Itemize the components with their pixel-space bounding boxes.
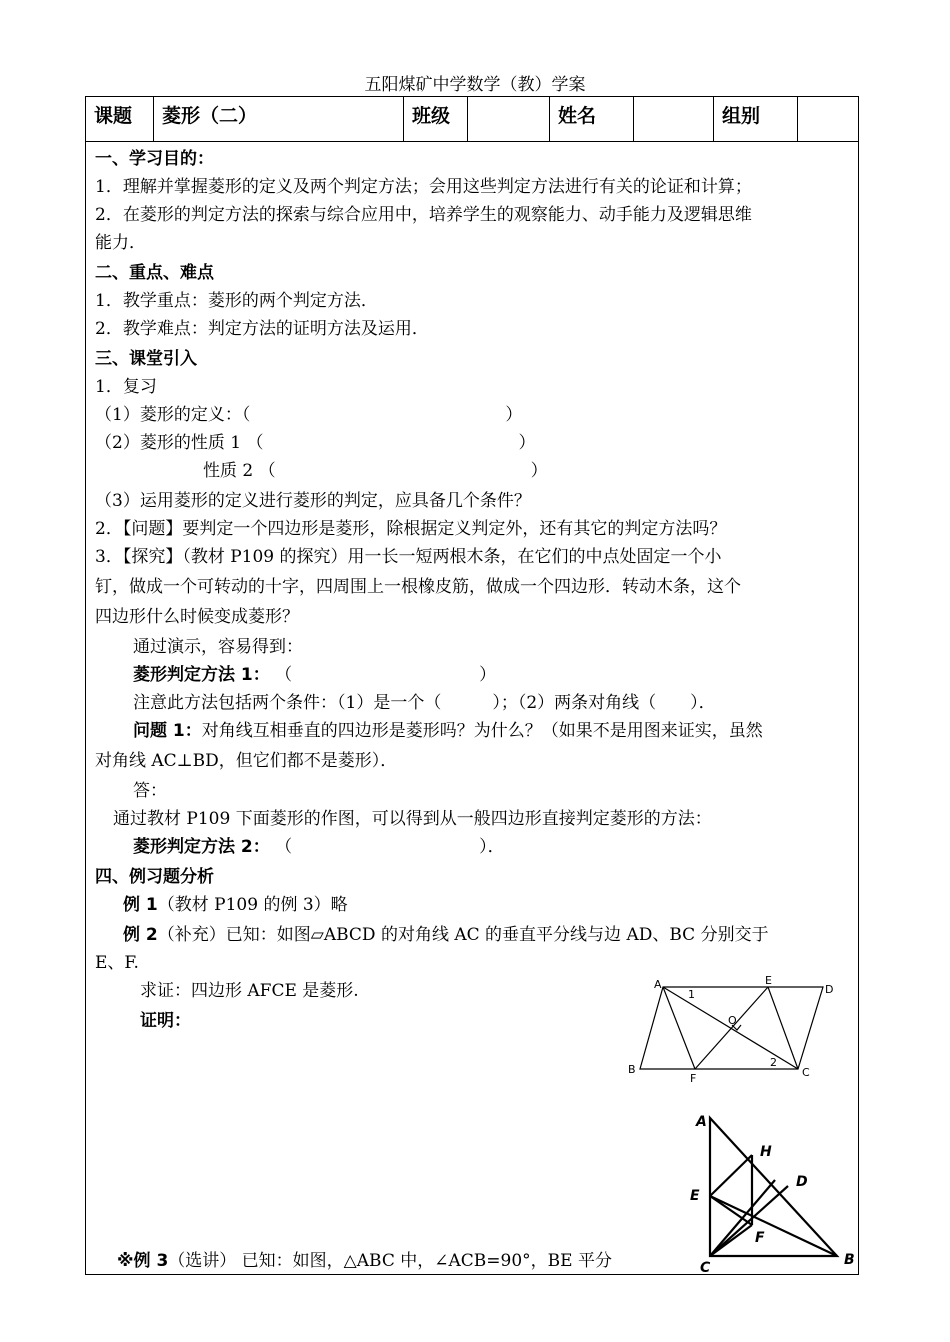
question1-text: 对角线互相垂直的四边形是菱形吗？为什么？（如果不是用图来证实，虽然 <box>201 721 763 741</box>
review-q2b: 性质 2 （ ） <box>203 461 548 481</box>
note-line: 注意此方法包括两个条件：（1）是一个（ ）；（2）两条对角线（ ）． <box>133 693 716 713</box>
ex1-text: （教材 P109 的例 3）略 <box>157 895 348 915</box>
diagonal-ac <box>663 987 798 1069</box>
explore-line-b: 钉，做成一个可转动的十字，四周围上一根橡皮筋，做成一个四边形．转动木条，这个 <box>95 577 741 597</box>
section2-heading: 二、重点、难点 <box>95 263 214 283</box>
demo-line: 通过演示，容易得到： <box>133 637 303 657</box>
method1-line <box>133 661 496 689</box>
review-q3: （3）运用菱形的定义进行菱形的判定，应具备几个条件？ <box>95 491 531 511</box>
proof-label: 证明： <box>140 1011 191 1031</box>
parallelogram-figure <box>620 972 850 1087</box>
group-field[interactable] <box>798 97 858 141</box>
fig1-label: 1 <box>688 988 695 1001</box>
segment-cd <box>710 1186 788 1256</box>
review-q2: （2）菱形的性质 1 （ ） <box>95 433 536 453</box>
fig1-label: E <box>765 974 772 987</box>
explore-line-a: 3．【探究】（教材 P109 的探究）用一长一短两根木条，在它们的中点处固定一个小 <box>95 547 722 567</box>
textbook-line: 通过教材 P109 下面菱形的作图，可以得到从一般四边形直接判定菱形的方法： <box>113 809 712 829</box>
group-label: 组别 <box>714 97 798 141</box>
name-label: 姓名 <box>550 97 634 141</box>
ex1-label: 例 1 <box>123 895 158 915</box>
segment-ef <box>710 1196 752 1225</box>
explore-line-c: 四边形什么时候变成菱形？ <box>95 607 299 627</box>
ex1-line <box>123 891 348 919</box>
fig1-label: F <box>690 1072 697 1085</box>
class-field[interactable] <box>468 97 550 141</box>
fig2-label: A <box>696 1114 707 1130</box>
fig1-label: A <box>654 978 662 991</box>
review-q1: （1）菱形的定义：（ ） <box>95 405 523 425</box>
prove-line: 求证：四边形 AFCE 是菱形. <box>140 981 359 1001</box>
fig1-label: D <box>825 983 834 996</box>
ex2-line <box>123 921 769 949</box>
header-table <box>85 96 859 142</box>
section1-heading: 一、学习目的： <box>95 149 214 169</box>
fig2-label: D <box>796 1174 808 1190</box>
topic-label: 课题 <box>86 97 154 141</box>
triangle-figure <box>680 1110 860 1275</box>
review-label: 1．复习 <box>95 377 157 397</box>
ex3-text: （选讲） 已知：如图，△ABC 中，∠ACB=90°，BE 平分 <box>168 1251 612 1271</box>
answer-line: 答： <box>133 781 167 801</box>
fig1-label: O <box>728 1014 737 1027</box>
method1-blank: （ ） <box>275 665 497 685</box>
section1-item2b: 能力． <box>95 233 146 253</box>
fig2-label: C <box>700 1260 711 1275</box>
question1-cont: 对角线 AC⊥BD，但它们都不是菱形）． <box>95 751 398 771</box>
ex2-text: （补充）已知：如图▱ABCD 的对角线 AC 的垂直平分线与边 AD、BC 分别交于 <box>157 925 769 945</box>
section1-item2a: 2．在菱形的判定方法的探索与综合应用中，培养学生的观察能力、动手能力及逻辑思维 <box>95 205 752 225</box>
ex3-label: ※例 3 <box>117 1251 169 1271</box>
section4-heading: 四、例习题分析 <box>95 867 214 887</box>
ex3-line <box>117 1247 612 1275</box>
topic-value: 菱形（二） <box>154 97 404 141</box>
question1-line <box>133 717 763 745</box>
fig1-label: 2 <box>770 1056 777 1069</box>
method1-label: 菱形判定方法 1： <box>133 665 270 685</box>
name-field[interactable] <box>634 97 714 141</box>
question1-label: 问题 1： <box>133 721 202 741</box>
section2-item1: 1．教学重点：菱形的两个判定方法． <box>95 291 378 311</box>
method2-blank: （ ）． <box>275 837 505 857</box>
section1-item1: 1．理解并掌握菱形的定义及两个判定方法；会用这些判定方法进行有关的论证和计算； <box>95 177 752 197</box>
fig2-label: F <box>755 1230 765 1246</box>
ex2-cont: E、F. <box>95 953 139 973</box>
fig2-label: H <box>760 1144 772 1160</box>
fig2-label: B <box>844 1252 855 1268</box>
section3-heading: 三、课堂引入 <box>95 349 197 369</box>
method2-line <box>133 833 505 861</box>
segment-be <box>710 1196 837 1256</box>
fig1-label: C <box>802 1066 810 1079</box>
segment-eh <box>710 1155 752 1196</box>
section2-item2: 2．教学难点：判定方法的证明方法及运用． <box>95 319 429 339</box>
ex2-label: 例 2 <box>123 925 158 945</box>
method2-label: 菱形判定方法 2： <box>133 837 270 857</box>
fig2-label: E <box>690 1188 700 1204</box>
fig1-label: B <box>628 1063 636 1076</box>
class-label: 班级 <box>404 97 468 141</box>
page-title: 五阳煤矿中学数学（教）学案 <box>364 75 586 95</box>
problem-line: 2．【问题】要判定一个四边形是菱形，除根据定义判定外，还有其它的判定方法吗？ <box>95 519 727 539</box>
segment-fe <box>695 987 768 1069</box>
